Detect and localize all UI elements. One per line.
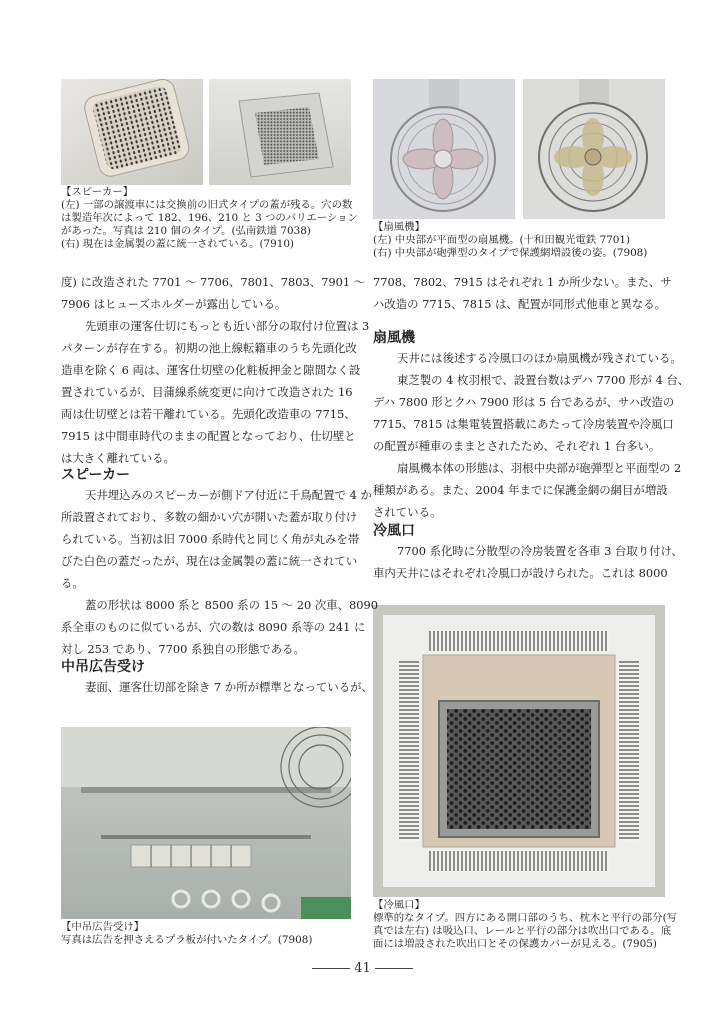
text-line: 車内天井にはそれぞれ冷風口が設けられた。これは 8000	[373, 566, 668, 580]
right-intro	[373, 271, 672, 315]
caption-line: 真では左右) は吸込口、レールと平行の部分は吹出口である。底	[373, 925, 672, 937]
heading-ad-hanger: 中吊広告受け	[61, 659, 145, 675]
caption-line: (右) 現在は金属製の蓋に統一されている。(7910)	[61, 238, 294, 250]
caption-hanger-title: 【中吊広告受け】	[61, 921, 145, 933]
text-line: されている。	[373, 505, 442, 519]
right-fan-p3	[373, 457, 682, 523]
text-line: 両は仕切壁とは若干離れている。先頭化改造車の 7715、	[61, 407, 356, 421]
caption-line: 写真は広告を押さえるプラ板が付いたタイプ。(7908)	[61, 934, 313, 946]
left-speaker-p1	[61, 484, 372, 594]
caption-line: (左) 一部の譲渡車には交換前の旧式タイプの蓋が残る。穴の数	[61, 199, 353, 211]
left-para2	[61, 315, 370, 469]
caption-line: は製造年次によって 182、196、210 と 3 つのバリエーション	[61, 212, 358, 224]
caption-fan	[373, 221, 665, 260]
text-line: 所設置されており、多数の細かい穴が開いた蓋が取り付け	[61, 510, 358, 524]
caption-line: (左) 中央部が平面型の扇風機。(十和田観光電鉄 7701)	[373, 234, 631, 246]
caption-hanger	[61, 921, 353, 947]
text-line: 7715、7815 は集電装置搭載にあたって冷房装置や冷風口	[373, 417, 674, 431]
photo-fan-bullet-center	[523, 79, 665, 219]
text-line: デハ 7800 形とクハ 7900 形は 5 台であるが、サハ改造の	[373, 395, 675, 409]
caption-fan-title: 【扇風機】	[373, 221, 425, 233]
text-line: 扇風機本体の形態は、羽根中央部が砲弾型と平面型の 2	[397, 461, 682, 475]
right-fan-p1	[373, 347, 682, 369]
caption-vent-title: 【冷風口】	[373, 899, 425, 911]
caption-line: があった。写真は 210 個のタイプ。(弘南鉄道 7038)	[61, 225, 311, 237]
photo-speaker-old-cover	[61, 79, 203, 185]
photo-fan-flat-center	[373, 79, 515, 219]
text-line: 蓋の形状は 8000 系と 8500 系の 15 ～ 20 次車、8090	[85, 598, 378, 612]
text-line: 7915 は中間車時代のままの配置となっており、仕切壁と	[61, 429, 356, 443]
left-intro	[61, 271, 366, 315]
left-hanger-p1	[61, 676, 373, 698]
text-line: 度) に改造された 7701 ～ 7706、7801、7803、7901 ～	[61, 275, 366, 289]
left-speaker-p2	[61, 594, 378, 660]
page-number-rule-right	[375, 968, 413, 969]
text-line: る。	[61, 576, 84, 590]
text-line: ハ改造の 7715、7815 は、配置が同形式他車と異なる。	[373, 297, 667, 311]
text-line: られている。当初は旧 7000 系時代と同じく角が丸みを帯	[61, 532, 360, 546]
photo-ad-hanger	[61, 727, 351, 919]
text-line: 置されているが、目蒲線系統変更に向けて改造された 16	[61, 385, 353, 399]
photo-air-vent	[373, 605, 665, 897]
text-line: の配置が種車のままとされたため、それぞれ 1 台多い。	[373, 439, 661, 453]
text-line: 天井には後述する冷風口のほか扇風機が残されている。	[397, 351, 682, 365]
heading-fan: 扇風機	[373, 330, 415, 346]
text-line: 7708、7802、7915 はそれぞれ 1 か所少ない。また、サ	[373, 275, 672, 289]
text-line: 先頭車の運客仕切にもっとも近い部分の取付け位置は 3	[85, 319, 370, 333]
text-line: 天井埋込みのスピーカーが側ドア付近に千鳥配置で 4 か	[85, 488, 372, 502]
photo-speaker-metal-cover	[209, 79, 351, 185]
text-line: 造車を除く 6 両は、運客仕切壁の化粧板押金と隙間なく設	[61, 363, 361, 377]
caption-line: 面には増設された吹出口とその保護カバーが見える。(7905)	[373, 938, 657, 950]
text-line: パターンが存在する。初期の池上線転籍車のうち先頭化改	[61, 341, 357, 355]
right-vent-p1	[373, 540, 683, 584]
text-line: 系全車のものに似ているが、穴の数は 8090 系等の 241 に	[61, 620, 366, 634]
text-line: びた白色の蓋だったが、現在は金属製の蓋に統一されてい	[61, 554, 358, 568]
caption-speaker	[61, 186, 358, 251]
right-fan-p2	[373, 369, 690, 457]
text-line: 7906 はヒューズホルダーが露出している。	[61, 297, 287, 311]
text-line: 東芝製の 4 枚羽根で、設置台数はデハ 7700 形が 4 台、	[397, 373, 690, 387]
heading-air-vent: 冷風口	[373, 523, 415, 539]
text-line: 対し 253 であり、7700 系独自の形態である。	[61, 642, 305, 656]
page-number	[0, 961, 725, 976]
heading-speaker: スピーカー	[61, 467, 131, 483]
text-line: 妻面、運客仕切部を除き 7 か所が標準となっているが、	[85, 680, 373, 694]
caption-line: 標準的なタイプ。四方にある開口部のうち、枕木と平行の部分(写	[373, 912, 678, 924]
caption-speaker-title: 【スピーカー】	[61, 186, 134, 198]
page-number-rule-left	[312, 968, 350, 969]
text-line: 7700 系化時に分散型の冷房装置を各車 3 台取り付け、	[397, 544, 683, 558]
text-line: は大きく離れている。	[61, 451, 175, 465]
caption-line: (右) 中央部が砲弾型のタイプで保護網増設後の姿。(7908)	[373, 247, 648, 259]
text-line: 種類がある。また、2004 年までに保護金網の網目が増設	[373, 483, 668, 497]
caption-vent	[373, 899, 678, 951]
page-number-text: 41	[354, 961, 371, 976]
